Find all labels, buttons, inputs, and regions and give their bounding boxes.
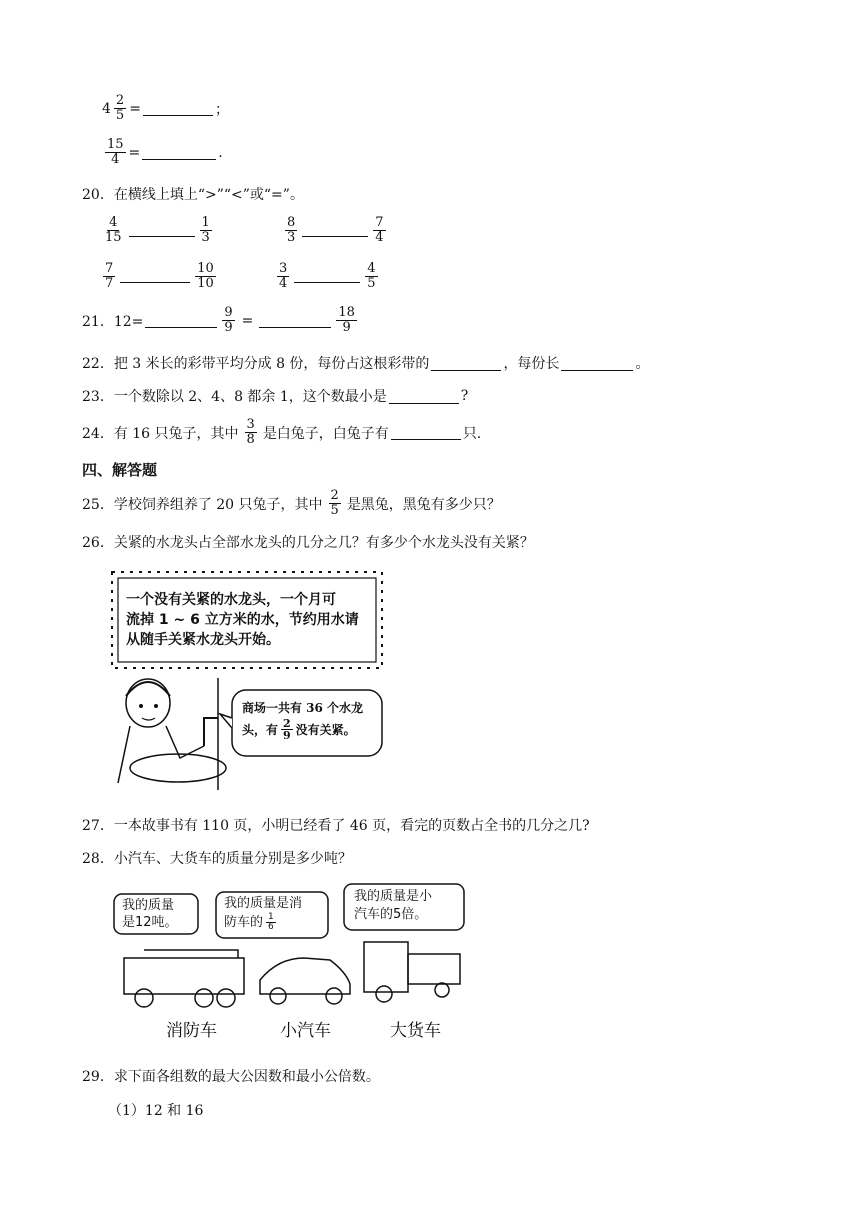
answer-blank[interactable] xyxy=(389,389,459,404)
fraction: $\frac{2}{5}$ xyxy=(330,488,339,518)
q23-line: 23．一个数除以 2、4、8 都余 1，这个数最小是 ? xyxy=(82,388,469,405)
mixed-whole: 4 xyxy=(102,100,111,117)
answer-blank[interactable] xyxy=(259,313,331,328)
answer-blank[interactable] xyxy=(143,101,213,116)
label-fire-truck: 消防车 xyxy=(166,1021,217,1041)
q27-question: 27．一本故事书有 110 页，小明已经看了 46 页，看完的页数占全书的几分之几? xyxy=(82,818,590,834)
q28-question: 28．小汽车、大货车的质量分别是多少吨？ xyxy=(82,851,352,867)
q19b-line xyxy=(102,138,223,167)
q21-line: 21．12= $\frac{9}{9}$ = $\frac{18}{9}$ xyxy=(82,305,355,335)
compare-pair-2: $\frac{8}{3}$ $\frac{7}{4}$ xyxy=(287,215,384,245)
bubble-truck: 我的质量是小 汽车的5倍。 xyxy=(354,889,433,922)
q19a-line xyxy=(102,94,229,123)
fraction: $\frac{2}{5}$ xyxy=(115,93,125,123)
answer-blank[interactable] xyxy=(120,270,190,283)
answer-blank[interactable] xyxy=(561,356,633,371)
label-car: 小汽车 xyxy=(280,1021,331,1041)
answer-blank[interactable] xyxy=(142,145,216,160)
section-heading: 四、解答题 xyxy=(82,461,158,479)
faucet-illustration xyxy=(108,568,386,790)
equals: = xyxy=(129,100,141,117)
bubble-car: 我的质量是消 防车的 $\frac{1}{6}$ xyxy=(224,896,303,932)
compare-pair-4: $\frac{3}{4}$ $\frac{4}{5}$ xyxy=(279,261,376,291)
fraction: $\frac{9}{9}$ xyxy=(224,305,233,335)
answer-blank[interactable] xyxy=(302,224,368,237)
q29-question: 29．求下面各组数的最大公因数和最小公倍数。 xyxy=(82,1069,380,1085)
answer-blank[interactable] xyxy=(391,425,461,440)
fraction: $\frac{15}{4}$ xyxy=(107,137,124,167)
answer-blank[interactable] xyxy=(129,224,195,237)
punct: . xyxy=(218,144,223,161)
equals: = xyxy=(128,144,141,161)
answer-blank[interactable] xyxy=(431,356,501,371)
answer-blank[interactable] xyxy=(145,313,217,328)
fraction: $\frac{3}{8}$ xyxy=(246,417,255,447)
vehicles-illustration xyxy=(108,880,478,1040)
compare-pair-3: $\frac{7}{7}$ $\frac{10}{10}$ xyxy=(105,261,214,291)
poster-text: 一个没有关紧的水龙头，一个月可 流掉 1 ~ 6 立方米的水，节约用水请 从随手关紧水龙头开始。 xyxy=(126,592,359,648)
bubble-fire-truck: 我的质量 是12吨。 xyxy=(122,898,178,930)
compare-pair-1: $\frac{4}{15}$ $\frac{1}{3}$ xyxy=(105,215,210,245)
fraction: $\frac{18}{9}$ xyxy=(338,305,355,335)
q20-question: 20．在横线上填上“>”“<”或“=”。 xyxy=(82,187,304,203)
label-truck: 大货车 xyxy=(390,1021,441,1041)
q22-line: 22．把 3 米长的彩带平均分成 8 份，每份占这根彩带的 ，每份长 。 xyxy=(82,356,650,372)
q24-line: 24．有 16 只兔子，其中 $\frac{3}{8}$ 是白兔子，白兔子有 只. xyxy=(82,417,482,447)
q25-line: 25．学校饲养组养了 20 只兔子，其中 $\frac{2}{5}$ 是黑兔，黑兔有多少只？ xyxy=(82,488,501,518)
answer-blank[interactable] xyxy=(294,270,360,283)
q26-question: 26．关紧的水龙头占全部水龙头的几分之几？有多少个水龙头没有关紧？ xyxy=(82,535,534,551)
punct: ； xyxy=(214,101,229,118)
bubble-text: 商场一共有 36 个水龙 头，有 $\frac{2}{9}$ 没有关紧。 xyxy=(242,701,364,742)
q29-sub1: （1）12 和 16 xyxy=(108,1103,204,1119)
